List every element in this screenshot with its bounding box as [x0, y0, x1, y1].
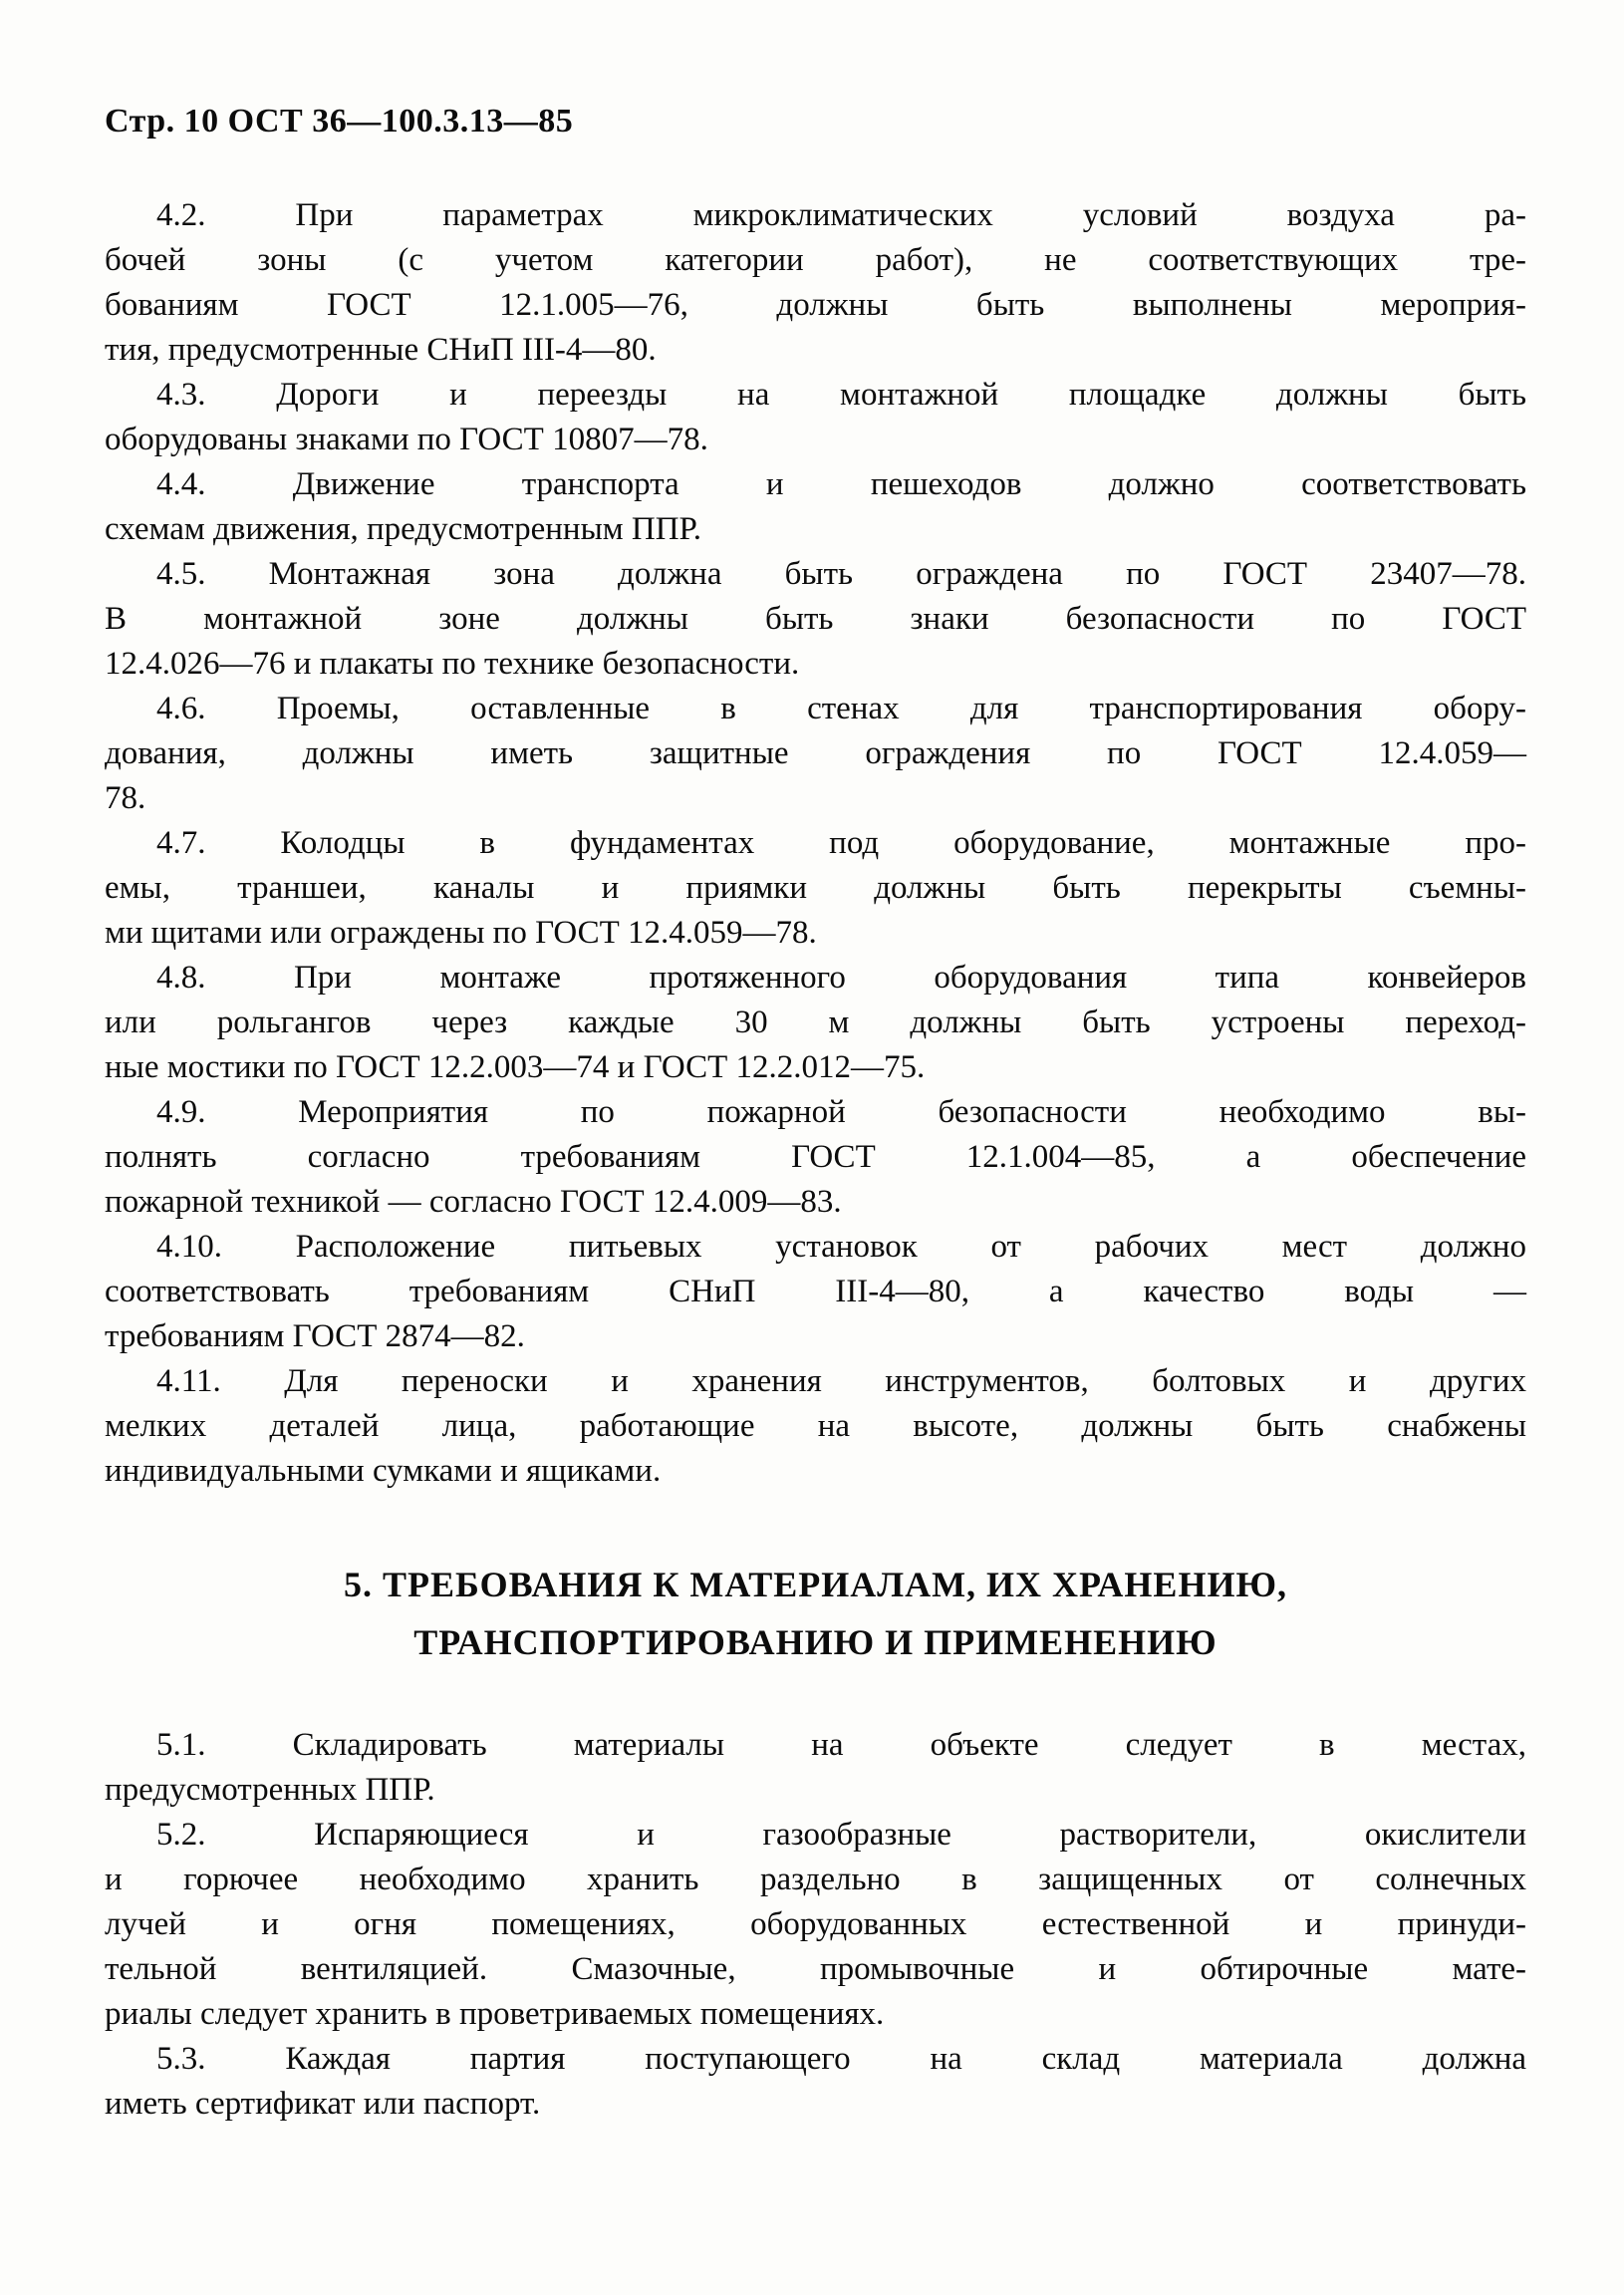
- text-line: дования, должны иметь защитные ограждения по ГОСТ 12.4.059—: [105, 735, 1526, 771]
- text-line: тельной вентиляцией. Смазочные, промывочные и обтирочные мате-: [105, 1951, 1526, 1987]
- text-line: 78.: [105, 780, 146, 816]
- paragraph: [105, 462, 1526, 552]
- text-line: или рольгангов через каждые 30 м должны быть устроены переход-: [105, 1004, 1526, 1040]
- text-line: 4.11. Для переноски и хранения инструментов, болтовых и других: [156, 1363, 1526, 1399]
- section-5-heading: [144, 1556, 1487, 1671]
- text-line: и горючее необходимо хранить раздельно в защищенных от солнечных: [105, 1862, 1526, 1897]
- text-line: 4.10. Расположение питьевых установок от рабочих мест должно: [156, 1229, 1526, 1265]
- text-line: 4.6. Проемы, оставленные в стенах для транспортирования обору-: [156, 691, 1526, 726]
- text-line: 4.7. Колодцы в фундаментах под оборудование, монтажные про-: [156, 825, 1526, 861]
- paragraph: [105, 552, 1526, 687]
- paragraph: [105, 2037, 1526, 2127]
- text-line: лучей и огня помещениях, оборудованных естественной и принуди-: [105, 1906, 1526, 1942]
- text-line: схемам движения, предусмотренным ППР.: [105, 511, 702, 547]
- paragraph: [105, 1225, 1526, 1359]
- paragraph: [105, 821, 1526, 956]
- text-line: ные мостики по ГОСТ 12.2.003—74 и ГОСТ 12.2.012—75.: [105, 1049, 926, 1085]
- section-4-paragraphs: [105, 193, 1526, 1494]
- text-line: бочей зоны (с учетом категории работ), не соответствующих тре-: [105, 242, 1526, 278]
- paragraph: [105, 1723, 1526, 1813]
- text-line: соответствовать требованиям СНиП III-4—80, а качество воды —: [105, 1274, 1526, 1309]
- text-line: В монтажной зоне должны быть знаки безопасности по ГОСТ: [105, 601, 1526, 637]
- text-line: 4.2. При параметрах микроклиматических условий воздуха ра-: [156, 197, 1526, 233]
- section-5-heading-line-1: 5. ТРЕБОВАНИЯ К МАТЕРИАЛАМ, ИХ ХРАНЕНИЮ,: [344, 1565, 1287, 1604]
- paragraph: [105, 956, 1526, 1090]
- text-line: 5.1. Складировать материалы на объекте следует в местах,: [156, 1727, 1526, 1763]
- document-body: [105, 193, 1526, 2127]
- text-line: 4.8. При монтаже протяженного оборудования типа конвейеров: [156, 960, 1526, 996]
- text-line: полнять согласно требованиям ГОСТ 12.1.004—85, а обеспечение: [105, 1139, 1526, 1175]
- text-line: 5.2. Испаряющиеся и газообразные растворители, окислители: [156, 1817, 1526, 1853]
- text-line: тия, предусмотренные СНиП III-4—80.: [105, 332, 657, 368]
- text-line: предусмотренных ППР.: [105, 1772, 435, 1808]
- section-5-heading-line-2: ТРАНСПОРТИРОВАНИЮ И ПРИМЕНЕНИЮ: [413, 1622, 1218, 1662]
- text-line: 4.3. Дороги и переезды на монтажной площадке должны быть: [156, 377, 1526, 413]
- text-line: иметь сертификат или паспорт.: [105, 2086, 541, 2122]
- paragraph: [105, 373, 1526, 462]
- text-line: 5.3. Каждая партия поступающего на склад материала должна: [156, 2041, 1526, 2077]
- page-header: Стр. 10 ОСТ 36—100.3.13—85: [105, 103, 574, 140]
- text-line: 4.4. Движение транспорта и пешеходов должно соответствовать: [156, 466, 1526, 502]
- text-line: пожарной техникой — согласно ГОСТ 12.4.009—83.: [105, 1184, 842, 1220]
- text-line: 4.5. Монтажная зона должна быть ограждена по ГОСТ 23407—78.: [156, 556, 1526, 592]
- paragraph: [105, 193, 1526, 373]
- paragraph: [105, 1090, 1526, 1225]
- paragraph: [105, 1359, 1526, 1494]
- text-line: емы, траншеи, каналы и приямки должны быть перекрыты съемны-: [105, 870, 1526, 906]
- text-line: ми щитами или ограждены по ГОСТ 12.4.059—78.: [105, 915, 817, 951]
- text-line: оборудованы знаками по ГОСТ 10807—78.: [105, 422, 708, 457]
- paragraph: [105, 1813, 1526, 2037]
- section-5-paragraphs: [105, 1723, 1526, 2127]
- text-line: 12.4.026—76 и плакаты по технике безопасности.: [105, 646, 800, 682]
- paragraph: [105, 687, 1526, 821]
- text-line: бованиям ГОСТ 12.1.005—76, должны быть выполнены мероприя-: [105, 287, 1526, 323]
- text-line: риалы следует хранить в проветриваемых помещениях.: [105, 1996, 885, 2032]
- text-line: индивидуальными сумками и ящиками.: [105, 1453, 662, 1489]
- text-line: требованиям ГОСТ 2874—82.: [105, 1318, 525, 1354]
- text-line: мелких деталей лица, работающие на высоте, должны быть снабжены: [105, 1408, 1526, 1444]
- text-line: 4.9. Мероприятия по пожарной безопасности необходимо вы-: [156, 1094, 1526, 1130]
